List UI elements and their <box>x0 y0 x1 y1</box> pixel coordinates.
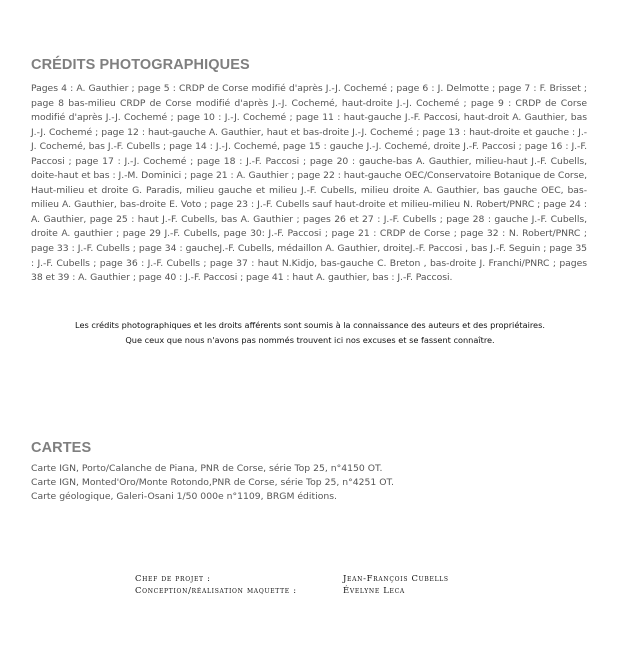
layout-design-name: Évelyne Leca <box>343 585 405 595</box>
maps-title: CARTES <box>31 440 92 456</box>
photo-credits-text: Pages 4 : A. Gauthier ; page 5 : CRDP de Corse modifié d'après J.-J. Cochemé ; page 6 : J. Delmotte ; page 7 : F. Brisset ; page 8 bas-milieu CRDP de Corse modifié d'après J.-J. Cochemé, haut-droite J.-J. Cochemé ; page 9 : CRDP de Corse modifié d'après J.-J. Cochemé ; page 10 : J.-J. Cochemé ; page 11 : haut-gauche J.-F. Paccosi, haut-droit A. Gauthier, bas J.-J. Cochemé ; page 12 : haut-gauche A. Gauthier, haut et bas-droite J.-J. Cochemé ; page 13 : haut-droite et gauche : J.-J. Cochemé, bas J.-F. Cubells ; page 14 : J.-J. Cochemé, page 15 : gauche J.-J. Cochemé, droite J.-F. Paccosi ; page 16 : J.-F. Paccosi ; page 17 : J.-J. Cochemé ; page 18 : J.-F. Paccosi ; page 20 : gauche-bas A. Gauthier, milieu-haut J.-F. Cubells, doite-haut et bas : J.-M. Dominici ; page 21 : A. Gauthier ; page 22 : haut-gauche OEC/Conservatoire Botanique de Corse, Haut-milieu et droite G. Paradis, milieu gauche et milieu J.-F. Cubells, milieu droite A. Gauthier, bas gauche OEC, bas-milieu A. Gauthier, bas-droite E. Voto ; page 23 : J.-F. Cubells sauf haut-droite et milieu-milieu N. Robert/PNRC ; page 24 : A. Gauthier, page 25 : haut J.-F. Cubells, bas A. Gauthier ; pages 26 et 27 : J.-F. Cubells ; page 28 : gauche J.-F. Cubells, droite A. gauthier ; page 29 J.-F. Cubells, page 30: J.-F. Paccosi ; page 21 : CRDP de Corse ; page 32 : N. Robert/PNRC ; page 33 : J.-F. Cubells ; page 34 : gaucheJ.-F. Cubells, médaillon A. Gauthier, droiteJ.-F. Paccosi , bas J.-F. Seguin ; page 35 : J.-F. Cubells ; page 36 : J.-F. Cubells ; page 37 : haut N.Kidjo, bas-gauche C. Breton , bas-droite J. Franchi/PNRC ; pages 38 et 39 : A. Gauthier ; page 40 : J.-F. Paccosi ; page 41 : haut A. gauthier, bas : J.-F. Paccosi. <box>31 83 587 284</box>
map-item: Carte géologique, Galeri-Osani 1/50 000e n°1109, BRGM éditions. <box>31 491 337 503</box>
rights-notice-line-1: Les crédits photographiques et les droits afférents sont soumis à la connaissance des auteurs et des propriétaires. <box>75 320 545 330</box>
layout-design-label: Conception/réalisation maquette : <box>135 585 297 595</box>
project-lead-name: Jean-François Cubells <box>343 573 449 583</box>
photo-credits-title: CRÉDITS PHOTOGRAPHIQUES <box>31 57 250 73</box>
project-lead-label: Chef de projet : <box>135 573 211 583</box>
map-item: Carte IGN, Monted'Oro/Monte Rotondo,PNR de Corse, série Top 25, n°4251 OT. <box>31 477 394 489</box>
rights-notice-line-2: Que ceux que nous n'avons pas nommés trouvent ici nos excuses et se fassent connaître. <box>125 335 495 345</box>
maps-list <box>31 462 394 505</box>
map-item: Carte IGN, Porto/Calanche de Piana, PNR de Corse, série Top 25, n°4150 OT. <box>31 463 383 474</box>
